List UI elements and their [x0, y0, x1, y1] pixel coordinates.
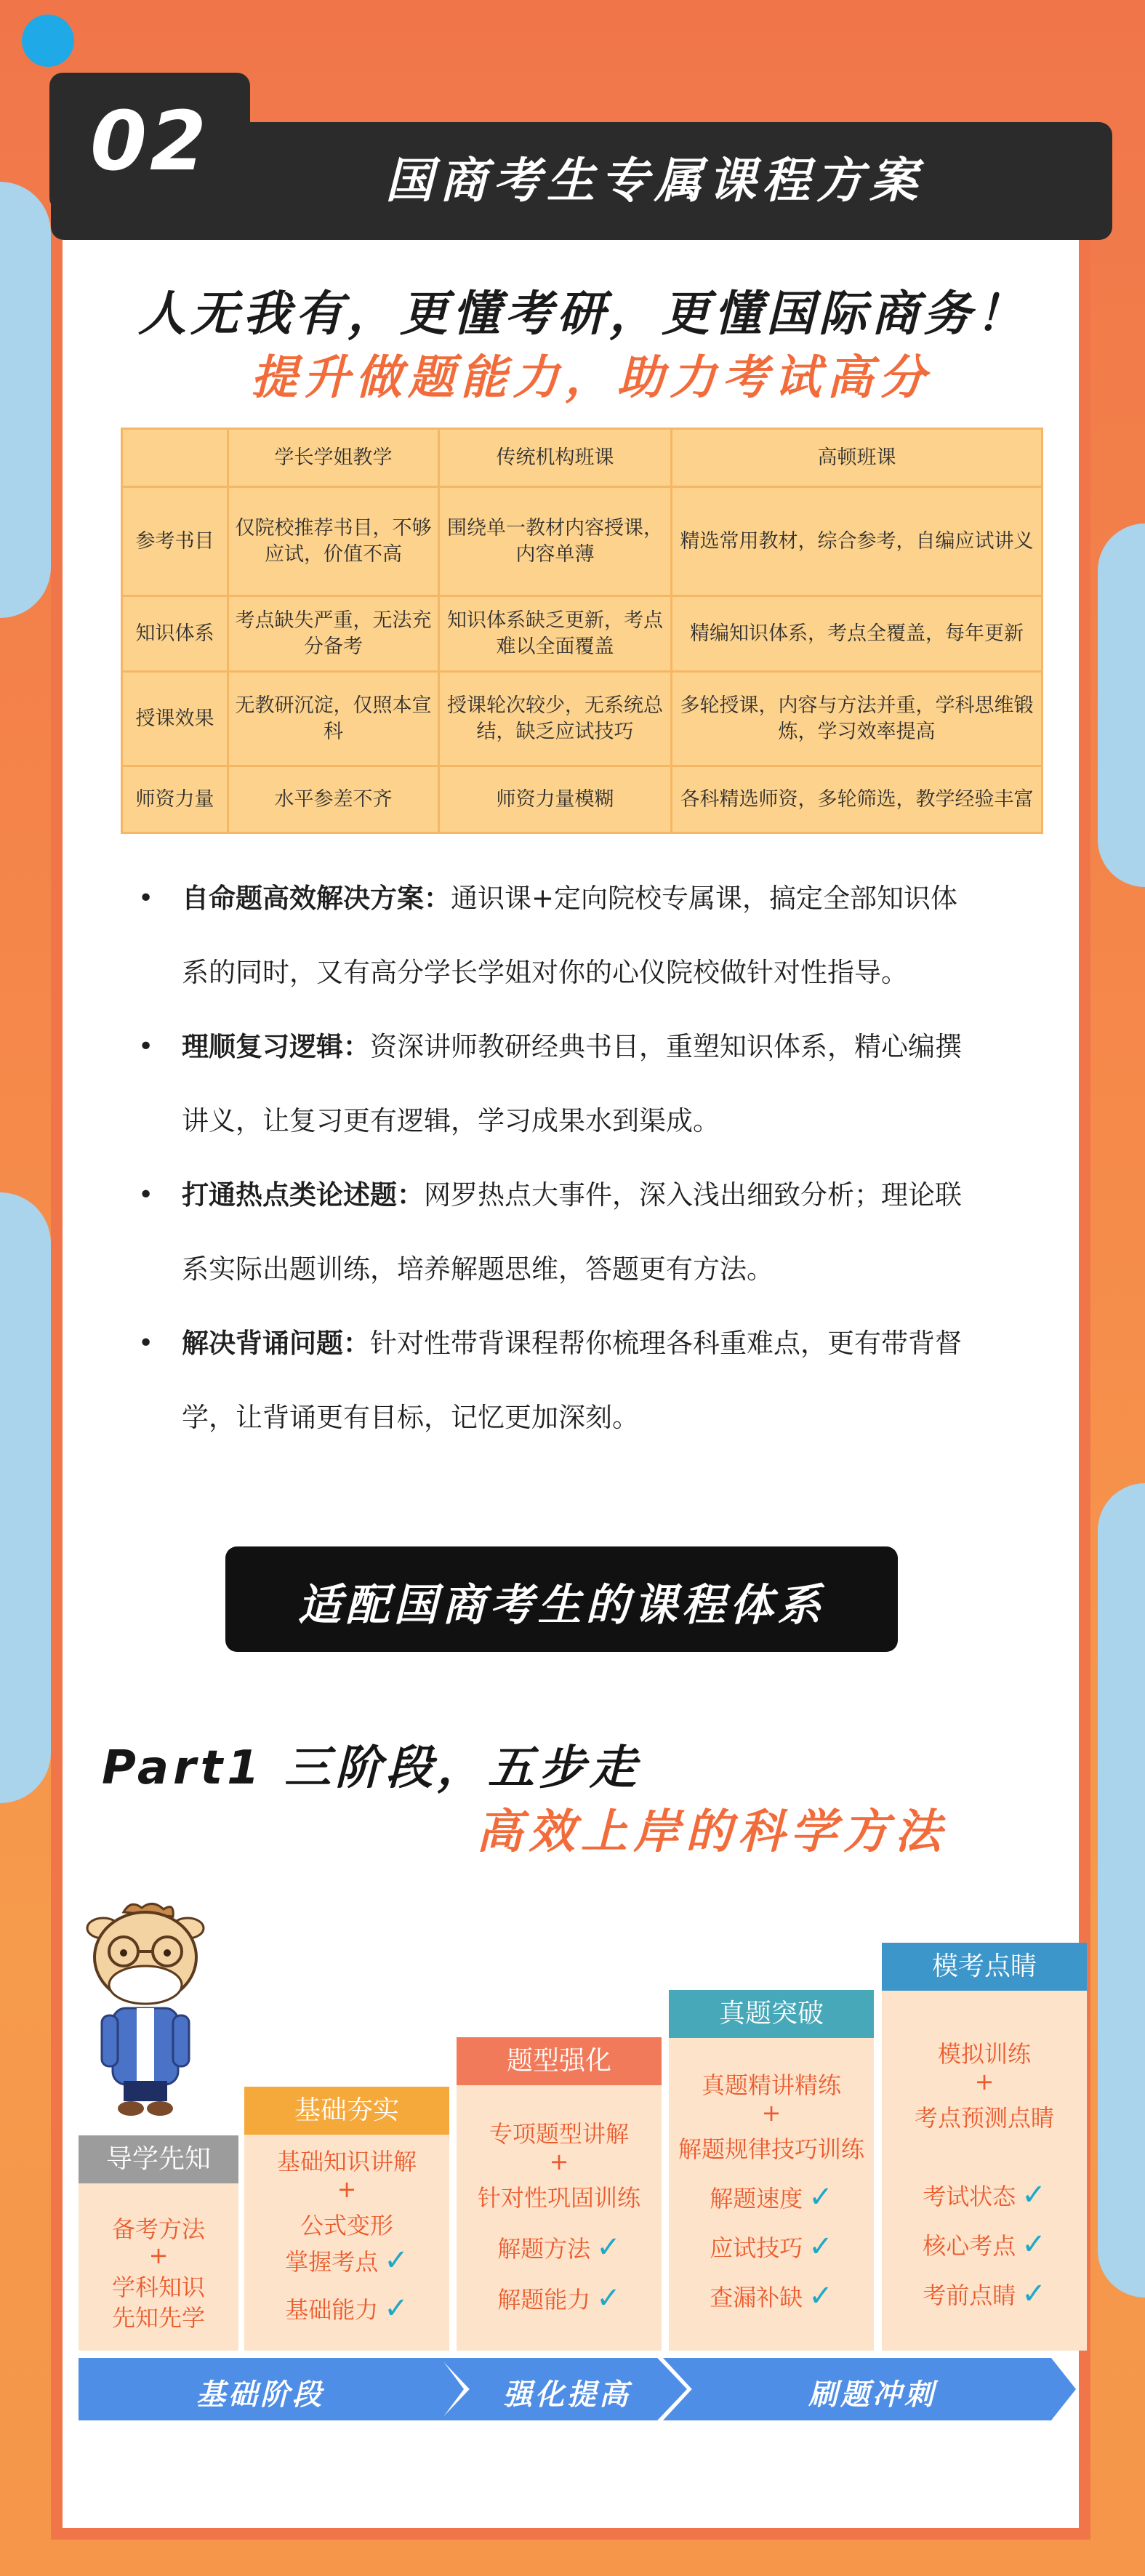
step-check-item [882, 2178, 1087, 2212]
step-item: 专项题型讲解 [489, 2120, 629, 2148]
decor-blob-right-bottom [1098, 1483, 1145, 2298]
stage-label-intensify: 强化提高 [503, 2378, 631, 2412]
table-cell: 多轮授课，内容与方法并重，学科思维锻炼，学习效率提高 [672, 672, 1042, 766]
table-cell: 仅院校推荐书目，不够应试，价值不高 [228, 487, 439, 596]
part-title: Part1 三阶段，五步走 [102, 1741, 640, 1795]
list-item [131, 1158, 1032, 1307]
list-item-text: 系的同时，又有高分学长学姐对你的心仪院校做针对性指导。 [182, 957, 908, 988]
step-check-item [457, 2282, 662, 2315]
list-item-title: 自命题高效解决方案： [182, 883, 451, 914]
table-cell: 各科精选师资，多轮筛选，教学经验丰富 [672, 766, 1042, 833]
list-item-title: 打通热点类论述题： [182, 1179, 424, 1211]
step-check-label: 解题能力 [497, 2286, 591, 2314]
list-item-title: 解决背诵问题： [182, 1328, 370, 1359]
checkmark-icon: ✓ [808, 2279, 833, 2313]
step-check-item [457, 2231, 662, 2264]
step-check-item [882, 2228, 1087, 2261]
step-item: 模拟训练 [937, 2040, 1031, 2068]
step-check-item [244, 2244, 449, 2277]
step-item: + [148, 2242, 169, 2269]
slogan-line-1: 人无我有，更懂考研，更懂国际商务！ [138, 286, 1028, 342]
header-title: 国商考生专属课程方案 [385, 153, 923, 209]
checkmark-icon: ✓ [384, 2244, 409, 2277]
step-check-label: 解题方法 [497, 2235, 591, 2263]
bullet-dot-icon: • [138, 883, 154, 913]
list-item-text: 资深讲师教研经典书目，重塑知识体系，精心编撰 [370, 1031, 962, 1062]
step-item: + [761, 2099, 782, 2127]
step-item: + [337, 2175, 357, 2203]
checkmark-icon: ✓ [384, 2292, 409, 2325]
step-check-item [669, 2230, 874, 2263]
step-body-mock-exam [882, 1991, 1087, 2351]
table-header-cell: 高顿班课 [672, 429, 1042, 487]
list-item-text: 讲义，让复习更有逻辑，学习成果水到渠成。 [182, 1105, 720, 1136]
step-header-foundation: 基础夯实 [244, 2087, 449, 2135]
step-header-real-exam: 真题突破 [669, 1990, 874, 2038]
list-item [131, 1010, 1032, 1158]
step-body-guide [79, 2183, 238, 2351]
list-item-text: 针对性带背课程帮你梳理各科重难点，更有带背督 [370, 1328, 962, 1359]
step-check-label: 掌握考点 [285, 2248, 379, 2276]
table-header-cell: 学长学姐教学 [228, 429, 439, 487]
table-row [122, 487, 1042, 596]
bullet-dot-icon: • [138, 1328, 154, 1358]
step-item: 针对性巩固训练 [477, 2184, 640, 2212]
step-item: + [974, 2068, 995, 2095]
header-number: 02 [90, 95, 209, 189]
part-subtitle: 高效上岸的科学方法 [476, 1805, 947, 1859]
list-item-text: 系实际出题训练，培养解题思维，答题更有方法。 [182, 1253, 774, 1285]
decor-dot [22, 15, 74, 67]
list-item [131, 862, 1032, 1010]
stage-label-sprint: 刷题冲刺 [808, 2378, 936, 2412]
checkmark-icon: ✓ [1021, 2178, 1046, 2212]
stage-label-basic: 基础阶段 [196, 2378, 324, 2412]
table-cell: 知识体系缺乏更新，考点难以全面覆盖 [439, 596, 672, 672]
table-row-label: 知识体系 [122, 596, 228, 672]
checkmark-icon: ✓ [1021, 2277, 1046, 2311]
decor-blob-left-top [0, 182, 51, 618]
step-check-label: 解题速度 [710, 2185, 803, 2212]
step-item: 解题规律技巧训练 [678, 2135, 864, 2163]
table-header-cell [122, 429, 228, 487]
table-row-label: 授课效果 [122, 672, 228, 766]
step-check-label: 基础能力 [285, 2296, 379, 2324]
list-item-title: 理顺复习逻辑： [182, 1031, 370, 1062]
step-check-item [669, 2279, 874, 2313]
step-body-real-exam [669, 2038, 874, 2351]
table-header-row [122, 429, 1042, 487]
table-row [122, 766, 1042, 833]
step-check-item [669, 2180, 874, 2214]
list-item-text: 学，让背诵更有目标，记忆更加深刻。 [182, 1402, 639, 1433]
step-item: 先知先学 [111, 2304, 205, 2332]
decor-blob-right-top [1098, 523, 1145, 887]
bullet-dot-icon: • [138, 1032, 154, 1062]
bullet-dot-icon: • [138, 1180, 154, 1210]
table-row-label: 参考书目 [122, 487, 228, 596]
bullet-list [131, 862, 1032, 1455]
table-row [122, 672, 1042, 766]
table-header-cell: 传统机构班课 [439, 429, 672, 487]
table-cell: 精编知识体系，考点全覆盖，每年更新 [672, 596, 1042, 672]
step-check-label: 核心考点 [923, 2232, 1016, 2260]
checkmark-icon: ✓ [596, 2282, 621, 2315]
step-check-item [882, 2277, 1087, 2311]
table-cell: 围绕单一教材内容授课，内容单薄 [439, 487, 672, 596]
step-item: 真题精讲精练 [701, 2071, 841, 2099]
checkmark-icon: ✓ [596, 2231, 621, 2264]
checkmark-icon: ✓ [1021, 2228, 1046, 2261]
comparison-table [121, 428, 1043, 834]
step-item: 考点预测点睛 [914, 2104, 1054, 2132]
step-item: + [549, 2148, 569, 2175]
step-item: 备考方法 [111, 2215, 205, 2243]
table-cell: 无教研沉淀，仅照本宣科 [228, 672, 439, 766]
step-check-label: 考前点睛 [923, 2282, 1016, 2309]
step-check-label: 查漏补缺 [710, 2284, 803, 2311]
step-header-intensify: 题型强化 [457, 2037, 662, 2085]
step-body-intensify [457, 2085, 662, 2351]
table-cell: 授课轮次较少，无系统总结，缺乏应试技巧 [439, 672, 672, 766]
checkmark-icon: ✓ [808, 2180, 833, 2214]
table-cell: 考点缺失严重，无法充分备考 [228, 596, 439, 672]
table-row [122, 596, 1042, 672]
list-item-text: 网罗热点大事件，深入浅出细致分析；理论联 [424, 1179, 962, 1211]
list-item [131, 1307, 1032, 1455]
table-cell: 精选常用教材，综合参考，自编应试讲义 [672, 487, 1042, 596]
table-cell: 师资力量模糊 [439, 766, 672, 833]
slogan-line-2: 提升做题能力，助力考试高分 [251, 351, 931, 405]
step-check-label: 应试技巧 [710, 2234, 803, 2262]
table-row-label: 师资力量 [122, 766, 228, 833]
step-item: 公式变形 [300, 2212, 393, 2239]
step-item: 学科知识 [111, 2274, 205, 2301]
step-check-item [244, 2292, 449, 2325]
step-header-mock-exam: 模考点睛 [882, 1943, 1087, 1991]
step-item: 基础知识讲解 [276, 2148, 417, 2175]
list-item-text: 通识课+定向院校专属课，搞定全部知识体 [451, 883, 958, 914]
step-body-foundation [244, 2135, 449, 2351]
table-cell: 水平参差不齐 [228, 766, 439, 833]
mascot-cow-icon [73, 1899, 218, 2124]
checkmark-icon: ✓ [808, 2230, 833, 2263]
step-check-label: 考试状态 [923, 2183, 1016, 2210]
decor-blob-left-mid [0, 1192, 51, 1803]
step-header-guide: 导学先知 [79, 2135, 238, 2183]
system-title: 适配国商考生的课程体系 [297, 1580, 826, 1631]
